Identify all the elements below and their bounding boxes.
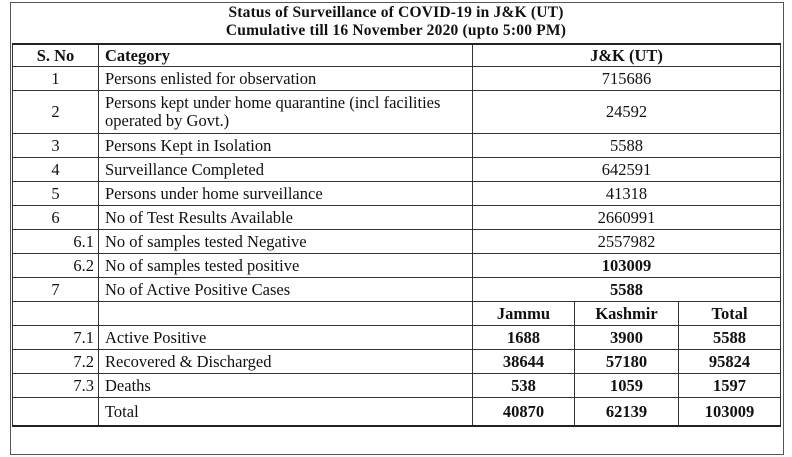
split-row-jammu: 1688 bbox=[473, 326, 575, 350]
row-value: 715686 bbox=[473, 67, 781, 91]
split-row-total: 5588 bbox=[679, 326, 781, 350]
row-category: No of samples tested positive bbox=[99, 254, 473, 278]
row-value: 5588 bbox=[473, 134, 781, 158]
total-row-jammu: 40870 bbox=[473, 398, 575, 427]
split-row-category: Active Positive bbox=[99, 326, 473, 350]
row-value: 24592 bbox=[473, 91, 781, 134]
split-row bbox=[13, 350, 781, 374]
row-category: Persons Kept in Isolation bbox=[99, 134, 473, 158]
split-row-total: 95824 bbox=[679, 350, 781, 374]
split-row-category: Deaths bbox=[99, 374, 473, 398]
split-row-sno: 7.1 bbox=[13, 326, 99, 350]
table-row bbox=[13, 91, 781, 134]
table-row bbox=[13, 278, 781, 302]
table-row bbox=[13, 182, 781, 206]
split-row-jammu: 38644 bbox=[473, 350, 575, 374]
split-header-total: Total bbox=[679, 302, 781, 326]
split-row-kashmir: 1059 bbox=[575, 374, 679, 398]
row-value: 642591 bbox=[473, 158, 781, 182]
split-row bbox=[13, 326, 781, 350]
row-category: No of Test Results Available bbox=[99, 206, 473, 230]
split-header-kashmir: Kashmir bbox=[575, 302, 679, 326]
total-row-label: Total bbox=[99, 398, 473, 427]
split-row-category: Recovered & Discharged bbox=[99, 350, 473, 374]
table-row bbox=[13, 158, 781, 182]
table-row bbox=[13, 254, 781, 278]
table-row bbox=[13, 134, 781, 158]
row-category: Persons under home surveillance bbox=[99, 182, 473, 206]
split-row-sno: 7.2 bbox=[13, 350, 99, 374]
row-sno: 7 bbox=[13, 278, 99, 302]
split-row-jammu: 538 bbox=[473, 374, 575, 398]
row-category: Surveillance Completed bbox=[99, 158, 473, 182]
split-header-jammu: Jammu bbox=[473, 302, 575, 326]
row-category: No of Active Positive Cases bbox=[99, 278, 473, 302]
row-sno: 6 bbox=[13, 206, 99, 230]
table-row bbox=[13, 230, 781, 254]
total-row-empty-sno bbox=[13, 398, 99, 427]
row-value: 103009 bbox=[473, 254, 781, 278]
row-sno: 5 bbox=[13, 182, 99, 206]
table-row bbox=[13, 206, 781, 230]
split-row-kashmir: 3900 bbox=[575, 326, 679, 350]
split-header-row bbox=[13, 302, 781, 326]
row-category: Persons kept under home quarantine (incl facilities operated by Govt.) bbox=[99, 91, 473, 134]
row-sno: 4 bbox=[13, 158, 99, 182]
row-value: 2660991 bbox=[473, 206, 781, 230]
row-sno: 2 bbox=[13, 91, 99, 134]
table-header-row bbox=[13, 44, 781, 67]
report-title-line-1: Status of Surveillance of COVID-19 in J&K (UT) bbox=[228, 4, 564, 21]
row-value: 41318 bbox=[473, 182, 781, 206]
header-jk-ut: J&K (UT) bbox=[473, 44, 781, 67]
row-category: No of samples tested Negative bbox=[99, 230, 473, 254]
row-sno: 1 bbox=[13, 67, 99, 91]
surveillance-table bbox=[12, 43, 781, 427]
split-row bbox=[13, 374, 781, 398]
row-value: 2557982 bbox=[473, 230, 781, 254]
split-header-empty-sno bbox=[13, 302, 99, 326]
row-sno: 6.2 bbox=[13, 254, 99, 278]
total-row-kashmir: 62139 bbox=[575, 398, 679, 427]
total-row-total: 103009 bbox=[679, 398, 781, 427]
split-row-kashmir: 57180 bbox=[575, 350, 679, 374]
header-sno: S. No bbox=[13, 44, 99, 67]
row-sno: 6.1 bbox=[13, 230, 99, 254]
row-category: Persons enlisted for observation bbox=[99, 67, 473, 91]
report-title-line-2: Cumulative till 16 November 2020 (upto 5:00 PM) bbox=[225, 22, 567, 39]
total-row bbox=[13, 398, 781, 427]
split-row-total: 1597 bbox=[679, 374, 781, 398]
split-header-empty-category bbox=[99, 302, 473, 326]
header-category: Category bbox=[99, 44, 473, 67]
report-container bbox=[12, 4, 780, 427]
row-value: 5588 bbox=[473, 278, 781, 302]
row-sno: 3 bbox=[13, 134, 99, 158]
table-row bbox=[13, 67, 781, 91]
split-row-sno: 7.3 bbox=[13, 374, 99, 398]
